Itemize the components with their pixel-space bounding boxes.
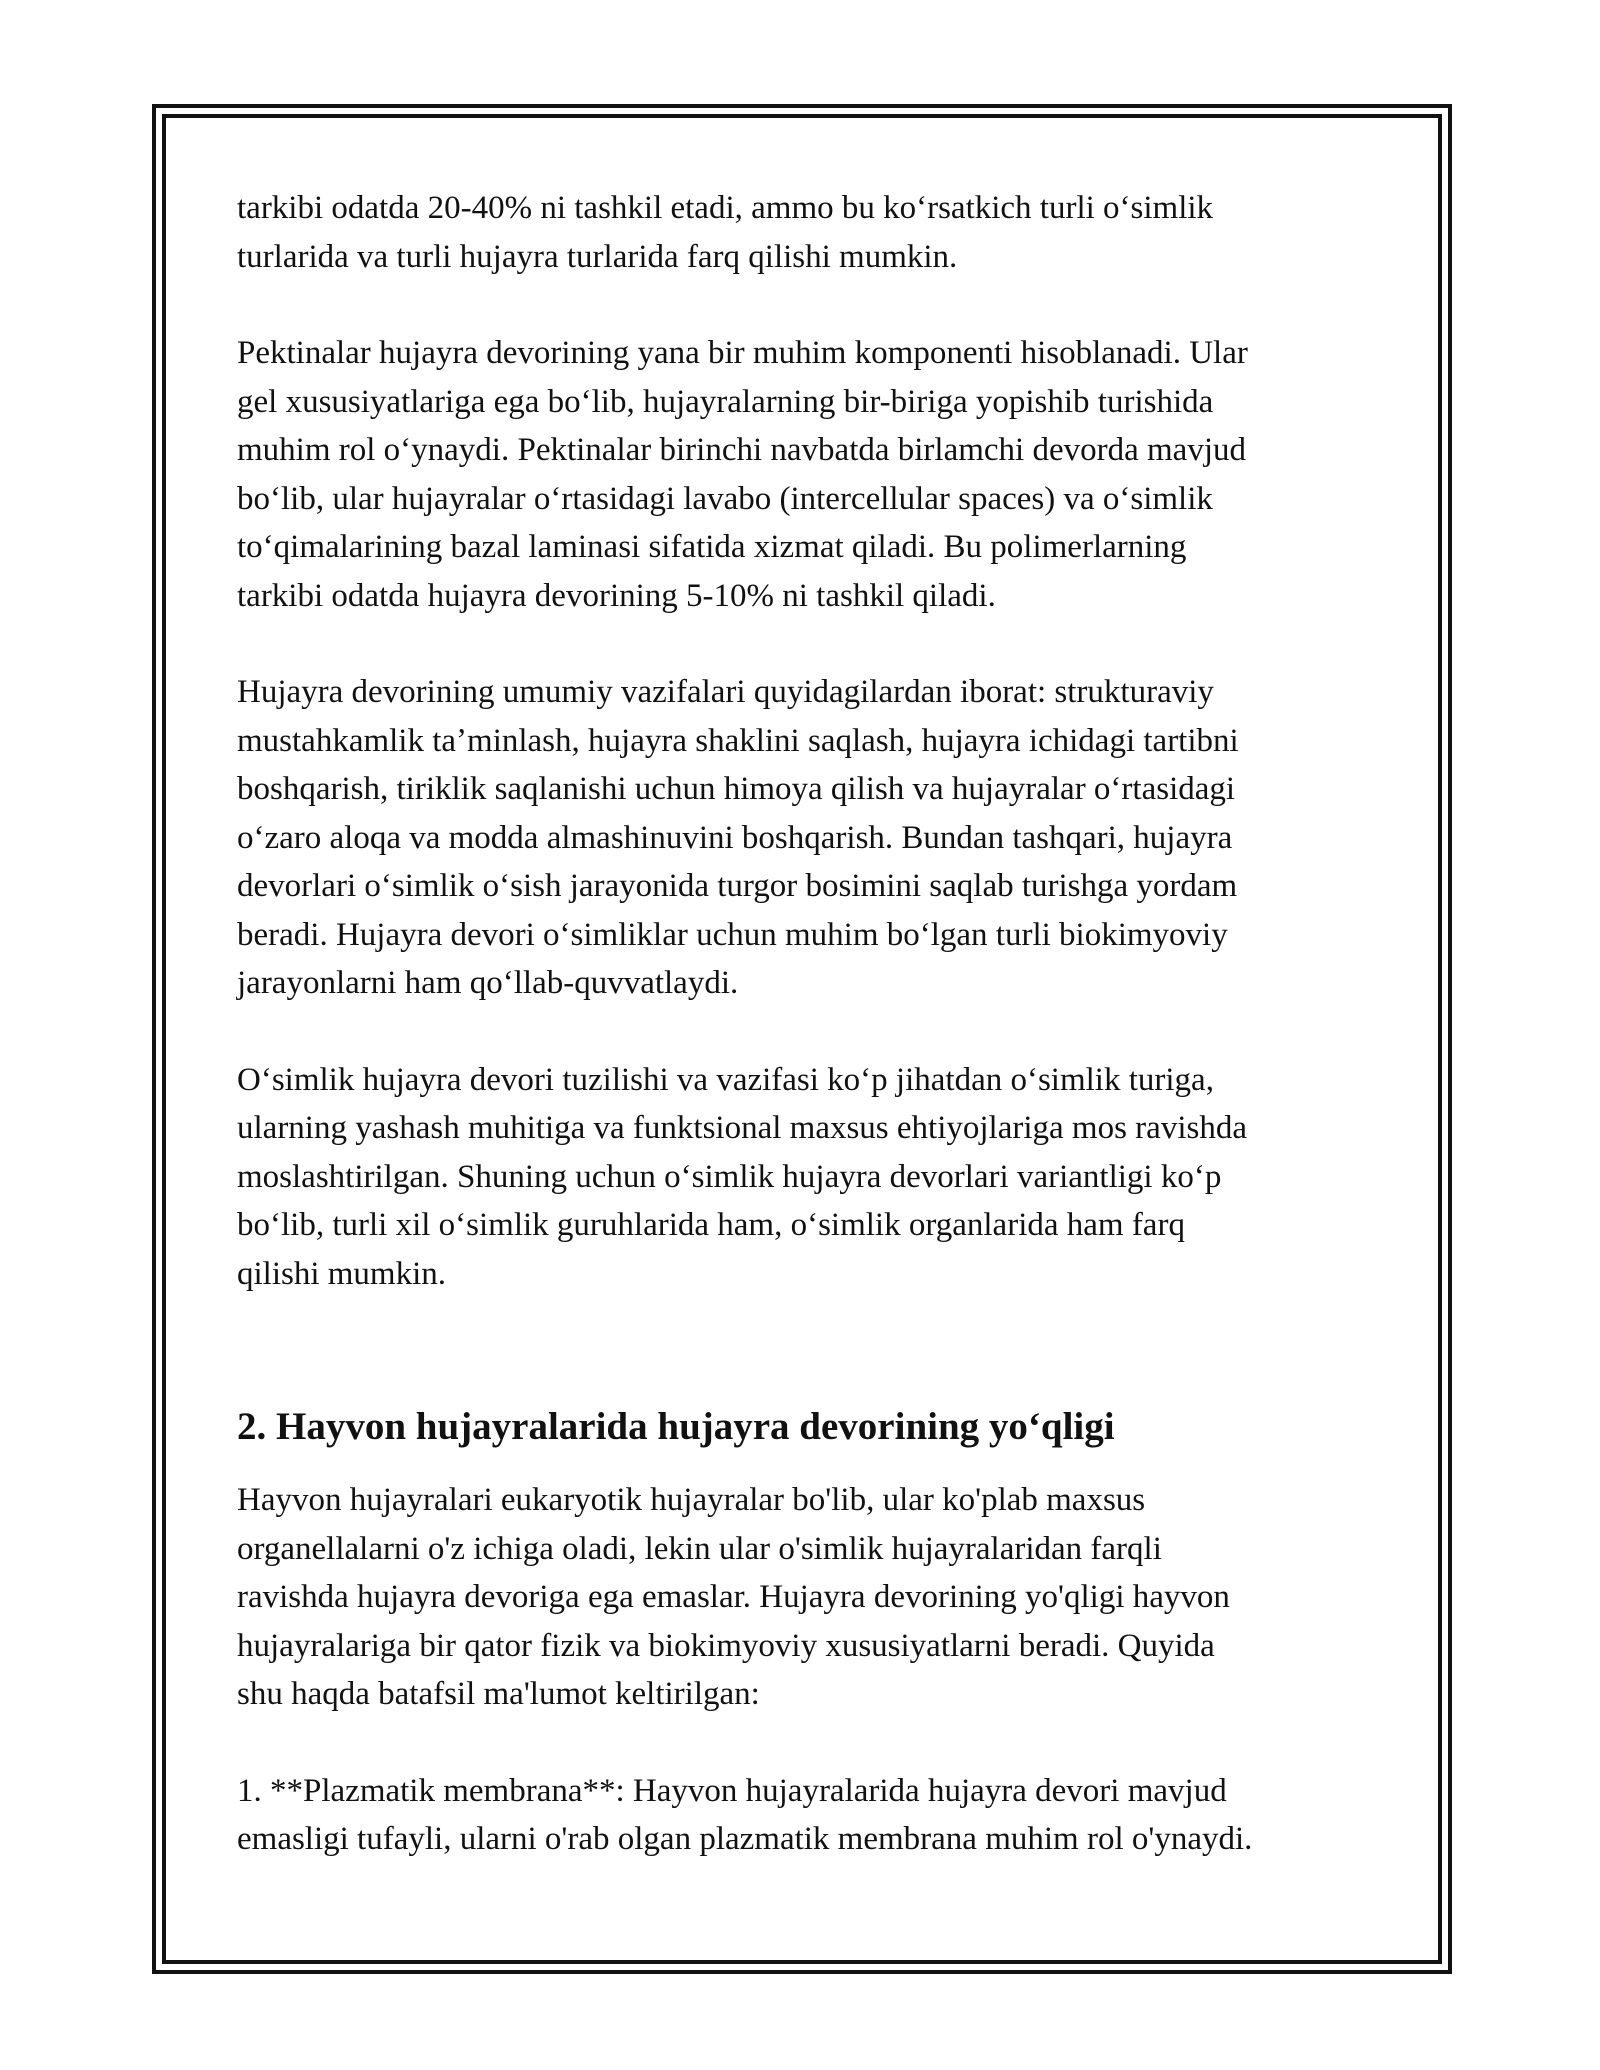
paragraph-animal-cells-intro: Hayvon hujayralari eukaryotik hujayralar bo'lib, ular ko'plab maxsus organellalarni o'z ichiga oladi, lekin ular o'simlik hujayralaridan farqli ravishda hujayra devoriga ega emaslar. Hujayra devorining yo'qligi hayvon hujayralariga bir qator fizik va biokimyoviy xususiyatlarni beradi. Quyida shu haqda batafsil ma'lumot keltirilgan: — [237, 1482, 1230, 1712]
page-content — [237, 184, 1387, 1912]
paragraph-cell-wall-functions: Hujayra devorining umumiy vazifalari quyidagilardan iborat: strukturaviy mustahkamlik taʼminlash, hujayra shaklini saqlash, hujayra ichidagi tartibni boshqarish, tiriklik saqlanishi uchun himoya qilish va hujayralar oʻrtasidagi oʻzaro aloqa va modda almashinuvini boshqarish. Bundan tashqari, hujayra devorlari oʻsimlik oʻsish jarayonida turgor bosimini saqlab turishga yordam beradi. Hujayra devori oʻsimliklar uchun muhim boʻlgan turli biokimyoviy jarayonlarni ham qoʻllab-quvvatlaydi. — [237, 674, 1239, 1001]
list-item-plasma-membrane: 1. **Plazmatik membrana**: Hayvon hujayralarida hujayra devori mavjud emasligi tufayli, ularni o'rab olgan plazmatik membrana muhim rol o'ynaydi. — [237, 1772, 1253, 1857]
paragraph-cellulose-content: tarkibi odatda 20-40% ni tashkil etadi, ammo bu koʻrsatkich turli oʻsimlik turlarida va turli hujayra turlarida farq qilishi mumkin. — [237, 190, 1214, 275]
section-heading: 2. Hayvon hujayralarida hujayra devorining yoʻqligi — [237, 1405, 1115, 1448]
paragraph-pectins: Pektinalar hujayra devorining yana bir muhim komponenti hisoblanadi. Ular gel xususiyatlariga ega boʻlib, hujayralarning bir-biriga yopishib turishida muhim rol oʻynaydi. Pektinalar birinchi navbatda birlamchi devorda mavjud boʻlib, ular hujayralar oʻrtasidagi lavabo (intercellular spaces) va oʻsimlik toʻqimalarining bazal laminasi sifatida xizmat qiladi. Bu polimerlarning tarkibi odatda hujayra devorining 5-10% ni tashkil qiladi. — [237, 335, 1248, 614]
paragraph-cell-wall-adaptation: Oʻsimlik hujayra devori tuzilishi va vazifasi koʻp jihatdan oʻsimlik turiga, ularning yashash muhitiga va funktsional maxsus ehtiyojlariga mos ravishda moslashtirilgan. Shuning uchun oʻsimlik hujayra devorlari variantligi koʻp boʻlib, turli xil oʻsimlik guruhlarida ham, oʻsimlik organlarida ham farq qilishi mumkin. — [237, 1061, 1247, 1292]
